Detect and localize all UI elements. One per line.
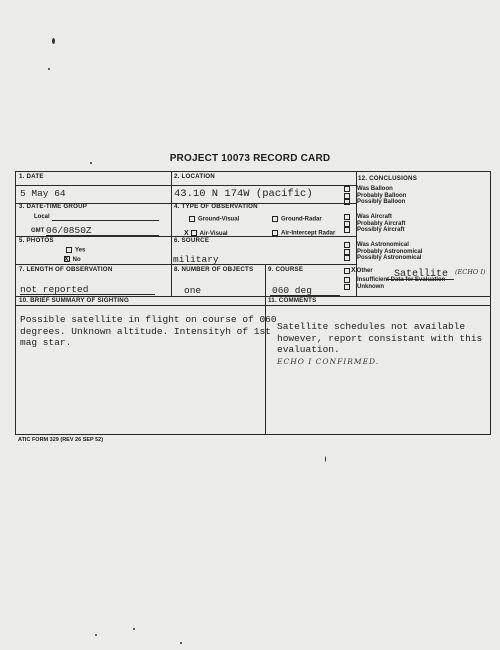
number-of-objects-value: one <box>184 285 202 296</box>
checkbox-icon <box>191 230 197 236</box>
handwritten-note: ECHO I CONFIRMED. <box>277 357 380 366</box>
checkbox-icon <box>66 247 72 253</box>
course-label: 9. COURSE <box>268 266 304 273</box>
summary-text <box>20 314 277 349</box>
conclusions-label: 12. CONCLUSIONS <box>358 175 418 182</box>
conclusions-aircraft-group <box>344 214 405 234</box>
scan-speck <box>133 628 135 630</box>
comments-label: 11. COMMENTS <box>268 297 317 304</box>
summary-line: mag star. <box>20 337 72 348</box>
check-mark-icon: X <box>64 256 69 263</box>
checkbox-icon <box>344 268 350 274</box>
checkbox-icon <box>344 214 350 220</box>
checkbox-icon <box>344 186 350 192</box>
date-time-group-label: 3. DATE-TIME GROUP <box>19 203 88 210</box>
comments-text <box>277 321 482 356</box>
checkbox-icon <box>344 277 350 283</box>
obs-ground-radar[interactable]: Ground-Radar <box>272 216 322 223</box>
checkbox-icon <box>272 216 278 222</box>
scan-speck <box>95 634 97 636</box>
obs-air-visual[interactable]: X Air-Visual <box>184 230 228 237</box>
obs-air-intercept-radar[interactable]: Air-Intercept Radar <box>272 230 335 237</box>
conclusion-option[interactable]: Possibly Aircraft <box>344 227 405 234</box>
photos-label: 5. PHOTOS <box>19 237 54 244</box>
course-value: 060 deg <box>272 285 312 296</box>
check-mark-icon: X <box>351 267 356 274</box>
check-mark-icon: X <box>184 230 189 237</box>
scan-speck <box>48 68 50 70</box>
number-of-objects-label: 8. NUMBER OF OBJECTS <box>174 266 254 273</box>
date-label: 1. DATE <box>19 173 44 180</box>
checkbox-icon <box>344 193 350 199</box>
checkbox-icon <box>344 227 350 233</box>
source-value: military <box>173 254 219 265</box>
photos-yes[interactable]: Yes <box>66 247 85 254</box>
conclusion-option[interactable]: Was Balloon <box>344 186 406 193</box>
length-underline <box>20 294 155 295</box>
other-value: Satellite <box>394 269 449 280</box>
location-label: 2. LOCATION <box>174 173 215 180</box>
checkbox-icon <box>344 284 350 290</box>
source-underline <box>172 264 256 265</box>
gmt-label: GMT <box>31 228 45 234</box>
obs-ground-visual[interactable]: Ground-Visual <box>189 216 239 223</box>
conclusions-astronomical-group <box>344 242 422 262</box>
conclusion-option[interactable]: Was Aircraft <box>344 214 405 221</box>
conclusion-option[interactable]: Was Astronomical <box>344 242 422 249</box>
local-label: Local <box>34 214 50 220</box>
length-of-observation-value: not reported <box>20 284 89 295</box>
type-of-observation-label: 4. TYPE OF OBSERVATION <box>174 203 258 210</box>
conclusion-other[interactable]: X Other <box>344 268 373 275</box>
checkbox-icon <box>344 249 350 255</box>
summary-line: Possible satellite in flight on course of 060 <box>20 314 277 325</box>
location-value: 43.10 N 174W (pacific) <box>174 188 313 200</box>
comments-line: Satellite schedules not available <box>277 321 466 332</box>
local-underline <box>52 220 159 221</box>
conclusions-balloon-group <box>344 186 406 206</box>
gmt-underline <box>46 235 159 236</box>
checkbox-icon <box>272 230 278 236</box>
summary-label: 10. BRIEF SUMMARY OF SIGHTING <box>19 297 129 304</box>
length-of-observation-label: 7. LENGTH OF OBSERVATION <box>19 266 113 273</box>
conclusion-option[interactable]: Unknown <box>344 284 445 291</box>
checkbox-icon <box>189 216 195 222</box>
other-handwritten-note: (ECHO I) <box>455 268 486 276</box>
course-underline <box>270 295 340 296</box>
conclusion-option[interactable]: Insufficient Data for Evaluation <box>344 277 445 284</box>
scan-speck <box>325 456 326 462</box>
comments-line: however, report consistant with this <box>277 332 483 344</box>
gmt-value: 06/0850Z <box>46 225 92 236</box>
conclusion-option[interactable]: Probably Astronomical <box>344 249 422 256</box>
scan-speck <box>52 38 55 44</box>
checkbox-icon <box>344 242 350 248</box>
conclusion-option[interactable]: Possibly Balloon <box>344 199 406 206</box>
checkbox-icon <box>344 221 350 227</box>
scan-speck <box>180 642 182 644</box>
conclusions-tail-group <box>344 277 445 290</box>
checkbox-icon <box>64 256 70 262</box>
conclusion-option[interactable]: Probably Aircraft <box>344 221 405 228</box>
date-value: 5 May 64 <box>20 188 66 199</box>
source-label: 6. SOURCE <box>174 237 210 244</box>
photos-no[interactable]: X No <box>64 256 81 263</box>
conclusion-option[interactable]: Probably Balloon <box>344 193 406 200</box>
checkbox-icon <box>344 199 350 205</box>
summary-line: degrees. Unknown altitude. Intensityh of 1st <box>20 325 271 337</box>
conclusion-option[interactable]: Possibly Astronomical <box>344 255 422 262</box>
checkbox-icon <box>344 255 350 261</box>
comments-line: evaluation. <box>277 344 340 355</box>
card-title: PROJECT 10073 RECORD CARD <box>169 153 331 164</box>
form-number: ATIC FORM 329 (REV 26 SEP 52) <box>18 437 104 443</box>
